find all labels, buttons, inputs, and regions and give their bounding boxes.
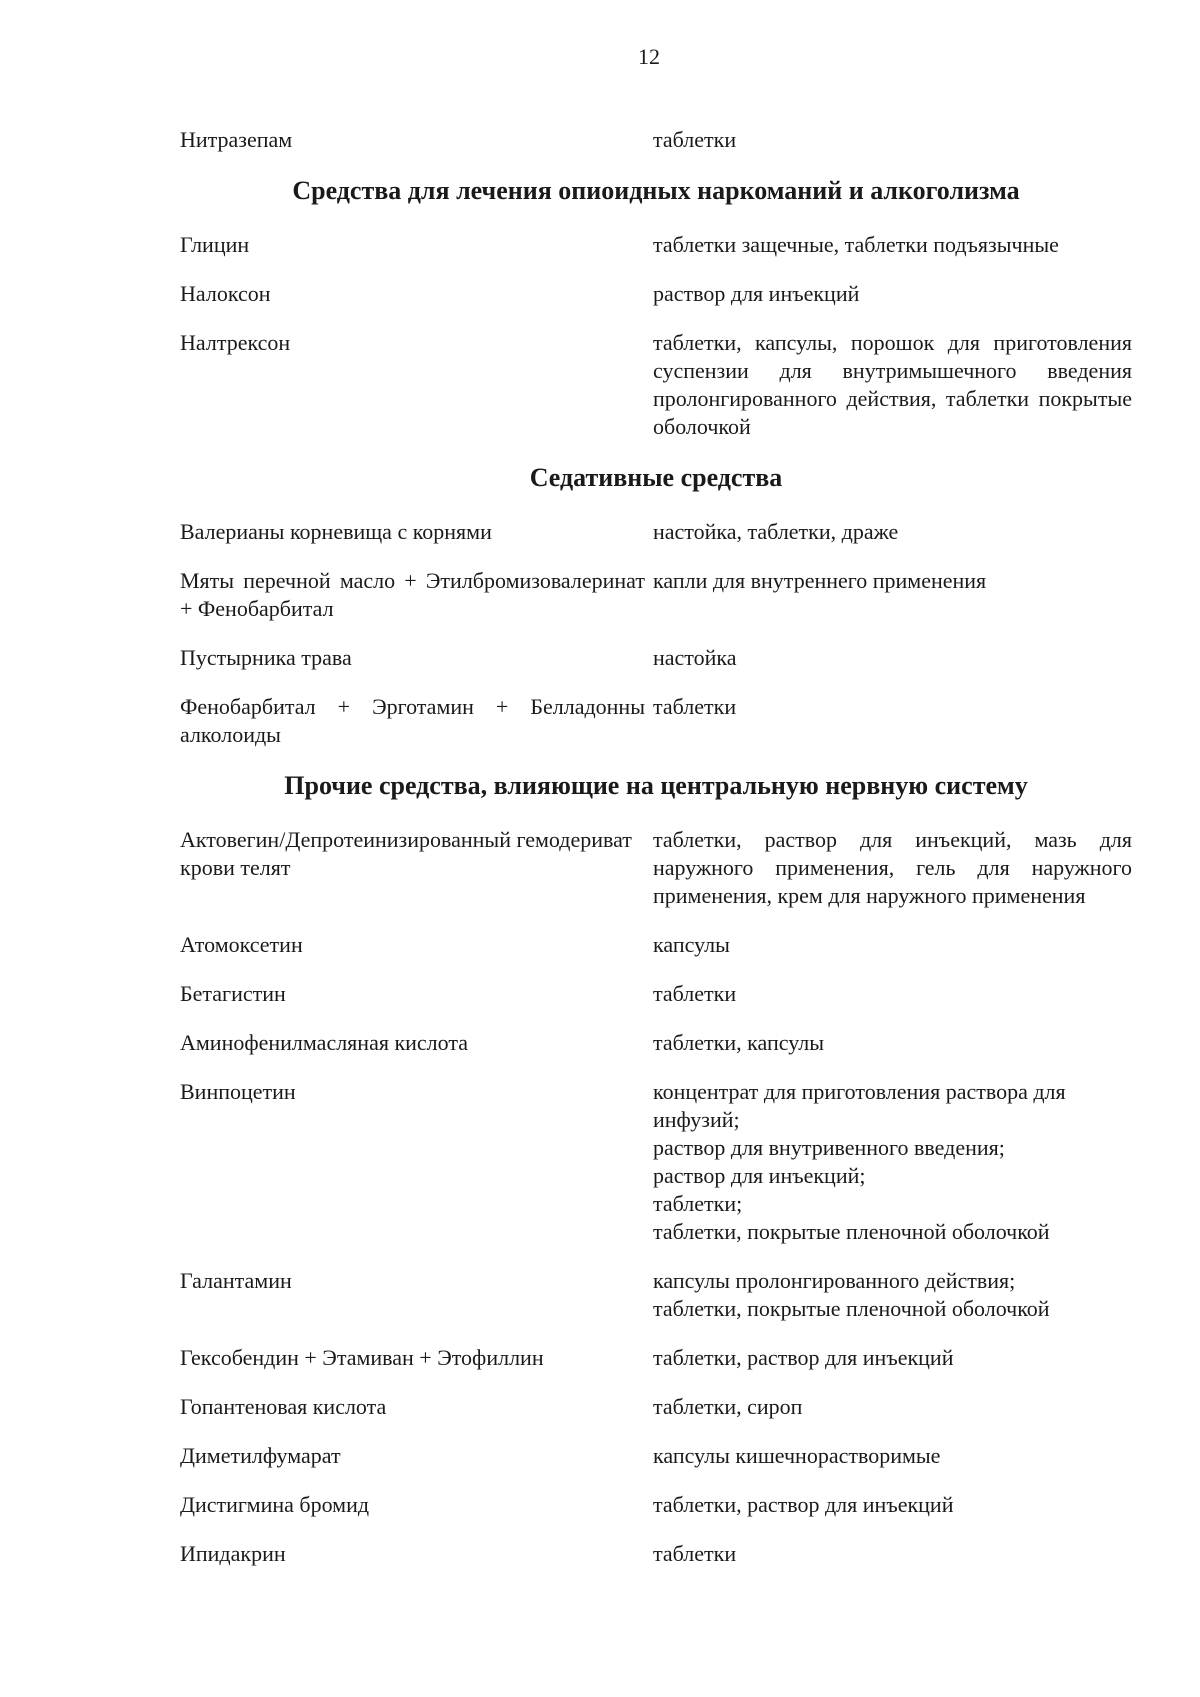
drug-name: Гопантеновая кислота [180,1394,387,1419]
dosage-form [653,1267,1132,1323]
dosage-form-line: раствор для инъекций [653,281,860,306]
dosage-form [653,693,1132,721]
section-heading: Средства для лечения опиоидных наркоманий и алкоголизма [292,176,1020,205]
drug-name: Дистигмина бромид [180,1492,370,1517]
dosage-form-line: таблетки, раствор для инъекций [653,1345,954,1370]
dosage-form-line: капсулы пролонгированного действия; [653,1268,1016,1293]
drug-row [180,1393,1132,1421]
dosage-form [653,126,1132,154]
dosage-form [653,518,1132,546]
drug-name: Гексобендин + Этамиван + Этофиллин [180,1345,544,1370]
dosage-form-line: таблетки [653,981,737,1006]
dosage-form [653,1393,1132,1421]
drug-row [180,280,1132,308]
dosage-form-line: таблетки, раствор для инъекций [653,1492,954,1517]
drug-name: Глицин [180,232,250,257]
dosage-form-line: таблетки, капсулы, порошок для приготовления суспензии для внутримышечного введения пролонгированного действия, таблетки покрытые оболочкой [653,330,1132,439]
dosage-form-line: таблетки, капсулы [653,1030,824,1055]
dosage-form [653,644,1132,672]
dosage-form [653,1540,1132,1568]
dosage-form-line: таблетки, сироп [653,1394,803,1419]
dosage-form [653,280,1132,308]
drug-name: Аминофенилмасляная кислота [180,1030,469,1055]
drug-name: Мяты перечной масло + Этилбромизовалеринат + Фенобарбитал [180,568,645,621]
drug-row [180,518,1132,546]
dosage-form-line: раствор для инъекций; [653,1163,866,1188]
dosage-form-line: таблетки, раствор для инъекций, мазь для наружного применения, гель для наружного применения, крем для наружного применения [653,827,1132,908]
dosage-form-line: таблетки [653,127,737,152]
dosage-form-line: таблетки защечные, таблетки подъязычные [653,232,1059,257]
dosage-form [653,567,1132,595]
drug-row [180,1078,1132,1246]
drug-name: Бетагистин [180,981,286,1006]
drug-name: Атомоксетин [180,932,303,957]
drug-name: Нитразепам [180,127,293,152]
dosage-form-line: настойка, таблетки, драже [653,519,899,544]
section-heading: Седативные средства [529,463,783,492]
drug-row [180,693,1132,749]
dosage-form-line: капсулы кишечнорастворимые [653,1443,941,1468]
dosage-form-line: раствор для внутривенного введения; [653,1135,1005,1160]
drug-name: Ипидакрин [180,1541,286,1566]
section-heading: Прочие средства, влияющие на центральную нервную систему [284,771,1028,800]
drug-row [180,1540,1132,1568]
drug-list [180,126,1132,1589]
drug-name: Актовегин/Депротеинизированный гемодериват крови телят [180,827,632,880]
dosage-form-line: настойка [653,645,737,670]
dosage-form-line: капли для внутреннего применения [653,568,987,593]
dosage-form [653,231,1132,259]
drug-row [180,1442,1132,1470]
drug-name: Валерианы корневища с корнями [180,519,492,544]
drug-name: Диметилфумарат [180,1443,341,1468]
dosage-form-line: таблетки, покрытые пленочной оболочкой [653,1219,1050,1244]
dosage-form-line: капсулы [653,932,730,957]
dosage-form-line: таблетки, покрытые пленочной оболочкой [653,1296,1050,1321]
drug-name: Пустырника трава [180,645,352,670]
dosage-form [653,1442,1132,1470]
drug-row [180,980,1132,1008]
dosage-form-line: таблетки [653,694,737,719]
dosage-form-line: концентрат для приготовления раствора для инфузий; [653,1079,1066,1132]
dosage-form [653,980,1132,1008]
drug-name: Налоксон [180,281,271,306]
drug-name: Фенобарбитал + Эрготамин + Белладонны алколоиды [180,694,645,747]
drug-row [180,1344,1132,1372]
dosage-form-line: таблетки; [653,1191,743,1216]
drug-row [180,826,1132,910]
drug-row [180,1491,1132,1519]
dosage-form [653,1078,1132,1246]
drug-row [180,126,1132,154]
dosage-form [653,826,1132,910]
drug-name: Галантамин [180,1268,292,1293]
drug-row [180,329,1132,441]
dosage-form [653,1029,1132,1057]
dosage-form [653,1344,1132,1372]
drug-name: Налтрексон [180,330,291,355]
dosage-form [653,329,1132,441]
drug-row [180,567,1132,623]
drug-row [180,1029,1132,1057]
drug-row [180,644,1132,672]
dosage-form-line: таблетки [653,1541,737,1566]
page-number: 12 [638,44,660,69]
drug-name: Винпоцетин [180,1079,296,1104]
dosage-form [653,1491,1132,1519]
drug-row [180,931,1132,959]
dosage-form [653,931,1132,959]
drug-row [180,231,1132,259]
drug-row [180,1267,1132,1323]
